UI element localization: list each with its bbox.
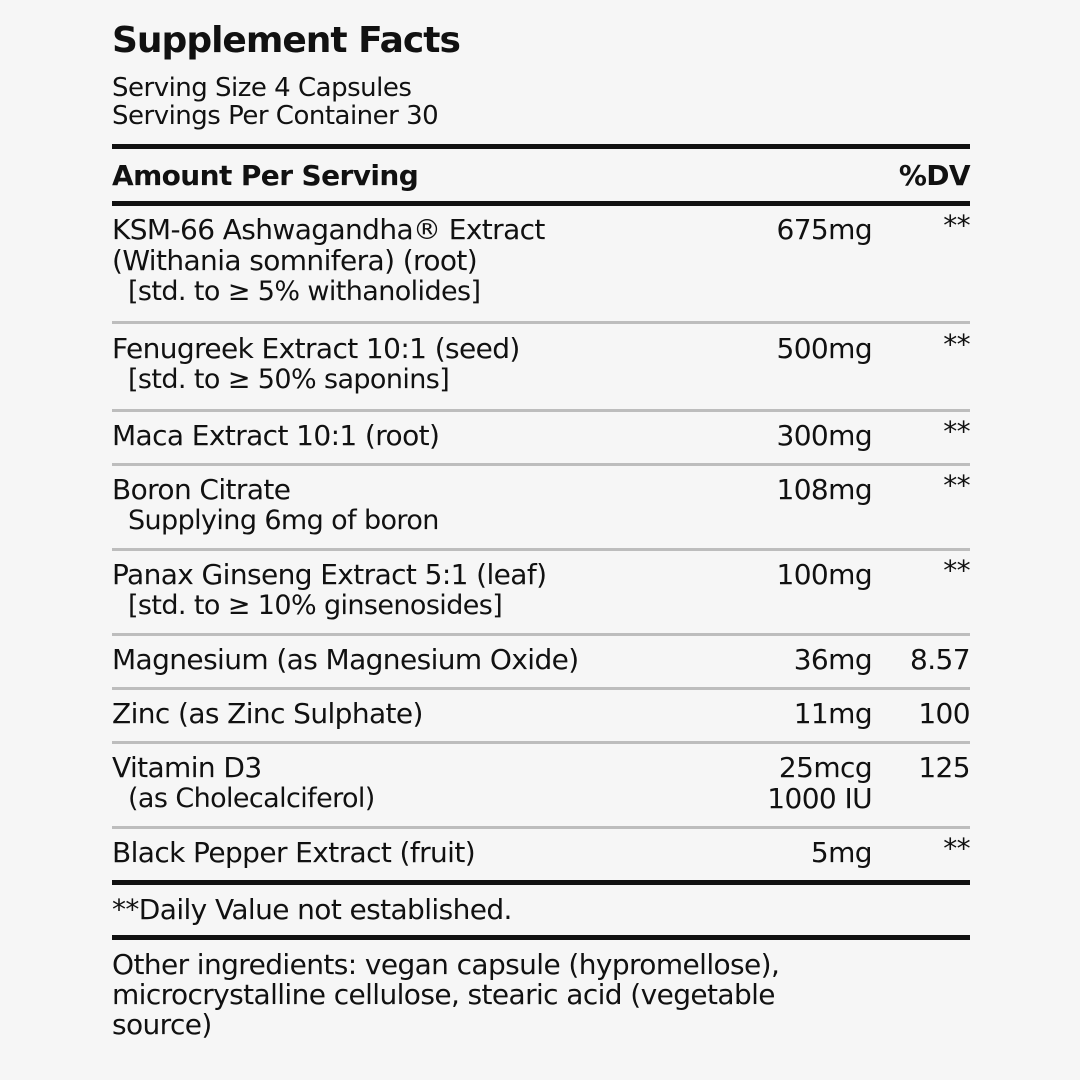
ingredient-name: Maca Extract 10:1 (root) — [112, 419, 440, 452]
footnote: **Daily Value not established. — [112, 893, 512, 926]
ingredient-detail: Supplying 6mg of boron — [128, 505, 439, 536]
amount-value: 108mg — [776, 473, 872, 506]
amount-value: 300mg — [776, 419, 872, 452]
amount-per-serving-label: Amount Per Serving — [112, 158, 419, 192]
ingredient-detail: [std. to ≥ 5% withanolides] — [128, 276, 481, 307]
ingredient-amount — [777, 559, 873, 590]
ingredient-row — [112, 412, 970, 463]
ingredient-name-line-2: (Withania somnifera) (root) — [112, 244, 478, 277]
other-ingredients: Other ingredients: vegan capsule (hypromellose), microcrystalline cellulose, stearic acid (vegetable source) — [112, 948, 780, 1041]
amount-value: 5mg — [810, 836, 872, 869]
ingredient-row — [112, 324, 970, 409]
serving-info — [112, 74, 970, 130]
ingredient-amount — [794, 698, 872, 729]
ingredient-name: Panax Ginseng Extract 5:1 (leaf) — [112, 558, 547, 591]
ingredient-name: Boron Citrate — [112, 473, 291, 506]
ingredient-amount — [767, 752, 872, 814]
ingredient-name: Vitamin D3 — [112, 751, 262, 784]
ingredient-amount — [777, 474, 873, 505]
ingredient-amount — [777, 420, 873, 451]
ingredient-row — [112, 466, 970, 548]
servings-per-container: Servings Per Container 30 — [112, 101, 439, 131]
ingredient-name: Black Pepper Extract (fruit) — [112, 836, 476, 869]
amount-header-row — [112, 149, 970, 201]
amount-value: 11mg — [793, 697, 872, 730]
daily-value: ** — [943, 469, 970, 502]
ingredient-name: Zinc (as Zinc Sulphate) — [112, 697, 423, 730]
ingredient-name: Fenugreek Extract 10:1 (seed) — [112, 332, 520, 365]
ingredient-row — [112, 744, 970, 826]
amount-value: 36mg — [793, 643, 872, 676]
supplement-facts-panel — [112, 18, 970, 1040]
ingredient-row — [112, 551, 970, 633]
amount-value: 500mg — [776, 332, 872, 365]
ingredient-amount — [777, 333, 873, 364]
dv-header-label: %DV — [898, 158, 970, 192]
ingredient-detail: (as Cholecalciferol) — [128, 783, 375, 814]
ingredient-row — [112, 636, 970, 687]
ingredient-amount — [794, 644, 872, 675]
ingredient-detail: [std. to ≥ 10% ginsenosides] — [128, 590, 503, 621]
daily-value: ** — [943, 554, 970, 587]
amount-value: 675mg — [776, 213, 872, 246]
ingredient-name: Magnesium (as Magnesium Oxide) — [112, 643, 579, 676]
ingredient-row — [112, 690, 970, 741]
ingredient-row — [112, 829, 970, 880]
ingredient-name: KSM-66 Ashwagandha® Extract — [112, 213, 545, 246]
ingredient-amount — [777, 214, 873, 245]
panel-title: Supplement Facts — [112, 20, 460, 61]
daily-value: ** — [943, 832, 970, 865]
daily-value: ** — [943, 328, 970, 361]
daily-value: ** — [943, 415, 970, 448]
ingredient-rows — [112, 206, 970, 880]
ingredient-detail: [std. to ≥ 50% saponins] — [128, 364, 450, 395]
daily-value: 8.57 — [910, 643, 970, 676]
ingredient-row — [112, 206, 970, 321]
serving-size: Serving Size 4 Capsules — [112, 73, 412, 103]
amount-value-alt: 1000 IU — [767, 782, 872, 815]
daily-value: 100 — [918, 697, 970, 730]
ingredient-amount — [811, 837, 872, 868]
daily-value: ** — [943, 209, 970, 242]
daily-value: 125 — [918, 751, 970, 784]
amount-value: 100mg — [776, 558, 872, 591]
amount-value: 25mcg — [778, 751, 872, 784]
